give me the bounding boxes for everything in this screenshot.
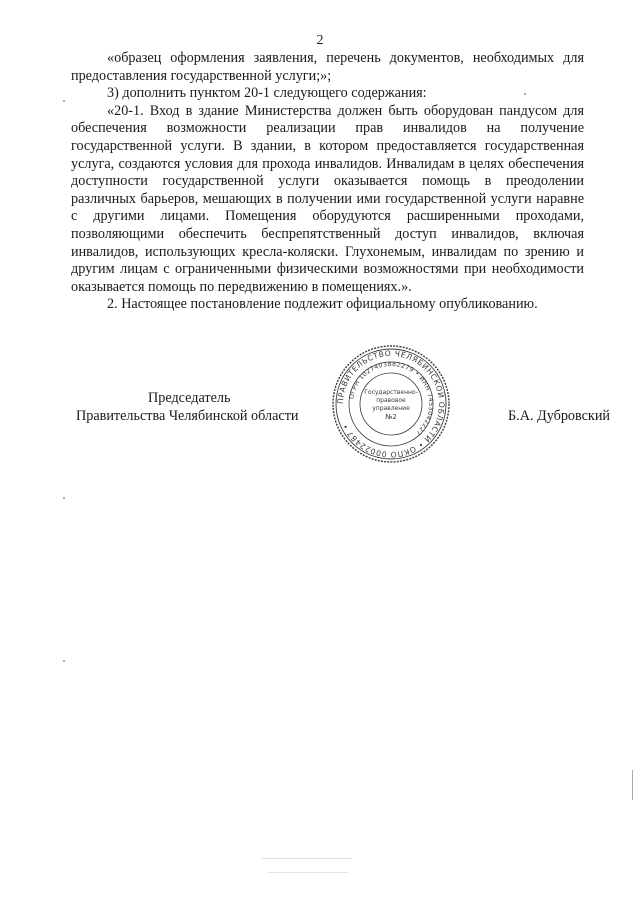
scan-artifact	[268, 872, 348, 873]
page-number: 2	[316, 33, 324, 48]
paragraph-form-sample: «образец оформления заявления, перечень документов, необходимых для предоставления государственной услуги;»;	[71, 50, 584, 84]
scan-artifact	[63, 100, 65, 102]
scan-artifact	[632, 770, 633, 800]
stamp-outer-text: ПРАВИТЕЛЬСТВО ЧЕЛЯБИНСКОЙ ОБЛАСТИ • ОКПО 00022487 •	[335, 348, 447, 460]
stamp-inner-ring	[360, 373, 422, 435]
signatory-title-line1: Председатель	[148, 390, 231, 406]
scan-artifact	[524, 93, 526, 95]
official-seal-stamp	[330, 343, 452, 465]
scan-artifact	[63, 497, 65, 499]
stamp-center-line3: управление	[372, 405, 410, 412]
paragraph-amendment-intro: 3) дополнить пунктом 20-1 следующего содержания:	[107, 85, 427, 102]
stamp-registry-text: ОГРН 1027403882279 • ИНН 7453042227	[348, 360, 435, 437]
stamp-center-line2: правовое	[376, 397, 406, 404]
stamp-center-line1: Государственно-	[364, 389, 418, 396]
scan-artifact	[262, 858, 352, 859]
stamp-center-line4: №2	[385, 413, 397, 421]
signatory-name: Б.А. Дубровский	[508, 408, 611, 424]
paragraph-item-20-1: «20-1. Вход в здание Министерства должен быть оборудован пандусом для обеспечения возможности реализации прав инвалидов на получение государственной услуги. В здании, в котором предоставляется государственная услуга, создаются условия для прохода инвалидов. Инвалидам в целях обеспечения доступности государственной услуги оказывается помощь в преодолении различных барьеров, мешающих в получении ими государственной услуги наравне с другими лицами. Помещения оборудуются расширенными проходами, позволяющими обеспечить беспрепятственный доступ инвалидов, включая инвалидов, использующих кресла-коляски. Глухонемым, инвалидам по зрению и другим лицам с ограниченными физическими возможностями при необходимости оказывается помощь по передвижению в помещениях.».	[71, 102, 584, 295]
scan-artifact	[63, 660, 65, 662]
document-body	[71, 50, 584, 314]
signatory-title-line2: Правительства Челябинской области	[76, 408, 299, 424]
paragraph-publication: 2. Настоящее постановление подлежит официальному опубликованию.	[107, 296, 538, 313]
signature-block	[0, 380, 640, 490]
